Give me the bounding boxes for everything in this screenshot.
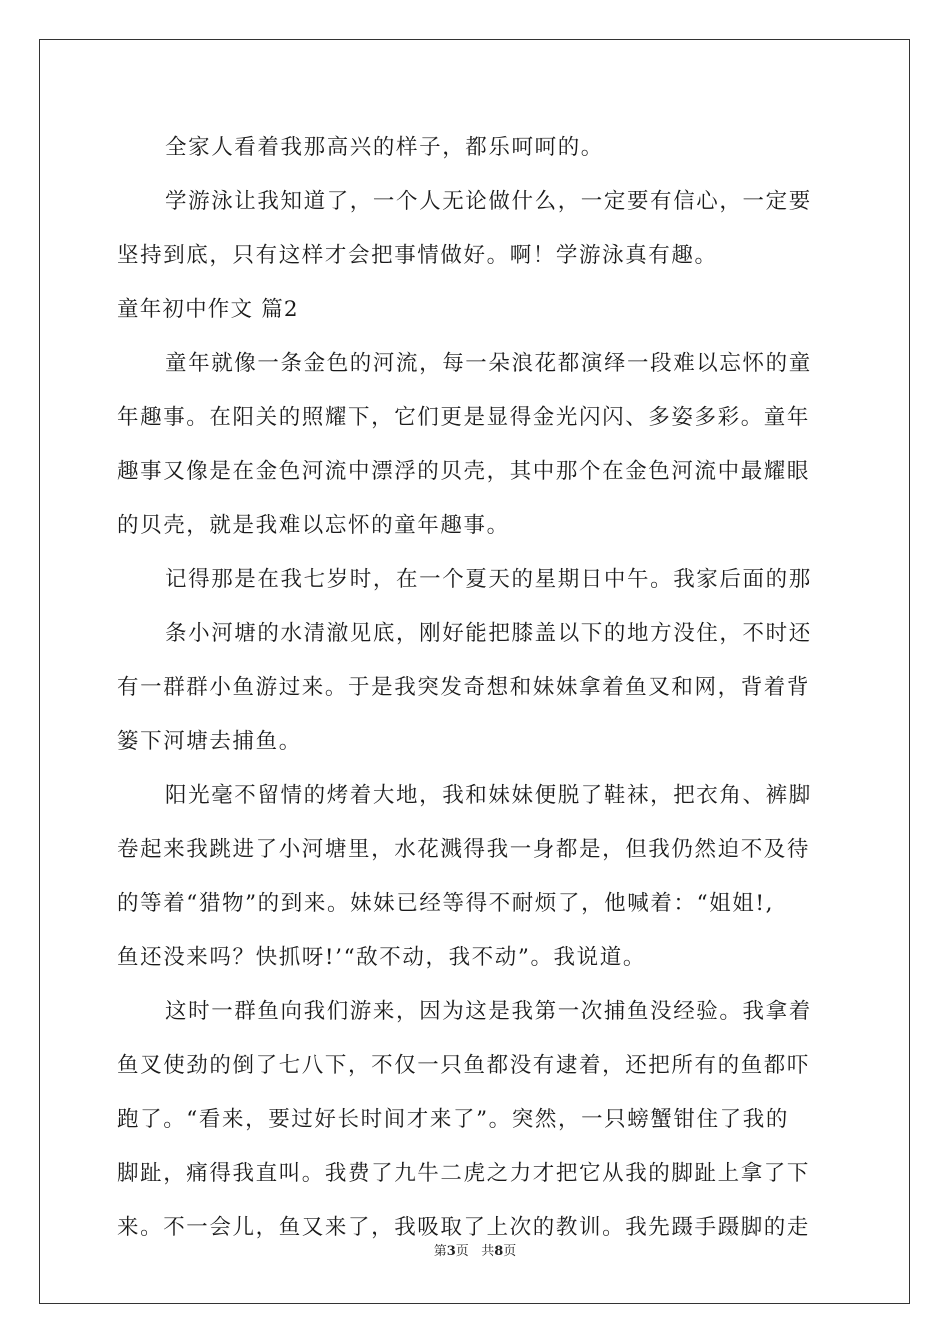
- page-footer: [0, 1240, 950, 1259]
- text-line: 跑了。“看来，要过好长时间才来了”。突然，一只螃蟹钳住了我的: [117, 1107, 789, 1132]
- total-suffix: 页: [503, 1244, 517, 1259]
- text-line: 阳光毫不留情的烤着大地，我和妹妹便脱了鞋袜，把衣角、裤脚: [165, 783, 812, 808]
- page-suffix: 页: [455, 1244, 469, 1259]
- text-line: 年趣事。在阳关的照耀下，它们更是显得金光闪闪、多姿多彩。童年: [117, 405, 811, 430]
- text-line: 来。不一会儿，鱼又来了，我吸取了上次的教训。我先蹑手蹑脚的走: [117, 1215, 811, 1240]
- page-prefix: 第: [433, 1244, 447, 1259]
- text-line: 的贝壳，就是我难以忘怀的童年趣事。: [117, 513, 510, 538]
- text-line: 鱼叉使劲的倒了七八下，不仅一只鱼都没有逮着，还把所有的鱼都吓: [117, 1053, 811, 1078]
- text-line: 篓下河塘去捕鱼。: [117, 729, 302, 754]
- text-line: 趣事又像是在金色河流中漂浮的贝壳，其中那个在金色河流中最耀眼: [117, 459, 811, 484]
- total-prefix: 共: [481, 1244, 495, 1259]
- text-line: 记得那是在我七岁时，在一个夏天的星期日中午。我家后面的那: [165, 567, 812, 592]
- text-line: 学游泳让我知道了，一个人无论做什么，一定要有信心，一定要: [165, 189, 812, 214]
- total-pages: 8: [494, 1244, 504, 1259]
- document-body: [117, 125, 837, 1259]
- text-line: 脚趾，痛得我直叫。我费了九牛二虎之力才把它从我的脚趾上拿了下: [117, 1161, 811, 1186]
- text-line: 鱼还没来吗？快抓呀!’“敌不动，我不动”。我说道。: [117, 945, 646, 970]
- text-line: 童年就像一条金色的河流，每一朵浪花都演绎一段难以忘怀的童: [165, 351, 812, 376]
- page-number: 3: [446, 1244, 456, 1259]
- text-line: 的等着“猎物”的到来。妹妹已经等得不耐烦了，他喊着：“姐姐!,: [117, 891, 775, 916]
- text-line: 全家人看着我那高兴的样子，都乐呵呵的。: [165, 135, 604, 160]
- text-line: 卷起来我跳进了小河塘里，水花溅得我一身都是，但我仍然迫不及待: [117, 837, 811, 862]
- section-heading: 童年初中作文 篇2: [117, 297, 299, 322]
- text-line: 这时一群鱼向我们游来，因为这是我第一次捕鱼没经验。我拿着: [165, 999, 812, 1024]
- text-line: 条小河塘的水清澈见底，刚好能把膝盖以下的地方没住，不时还: [165, 621, 812, 646]
- text-line: 坚持到底，只有这样才会把事情做好。啊！学游泳真有趣。: [117, 243, 718, 268]
- text-line: 有一群群小鱼游过来。于是我突发奇想和妹妹拿着鱼叉和网，背着背: [117, 675, 811, 700]
